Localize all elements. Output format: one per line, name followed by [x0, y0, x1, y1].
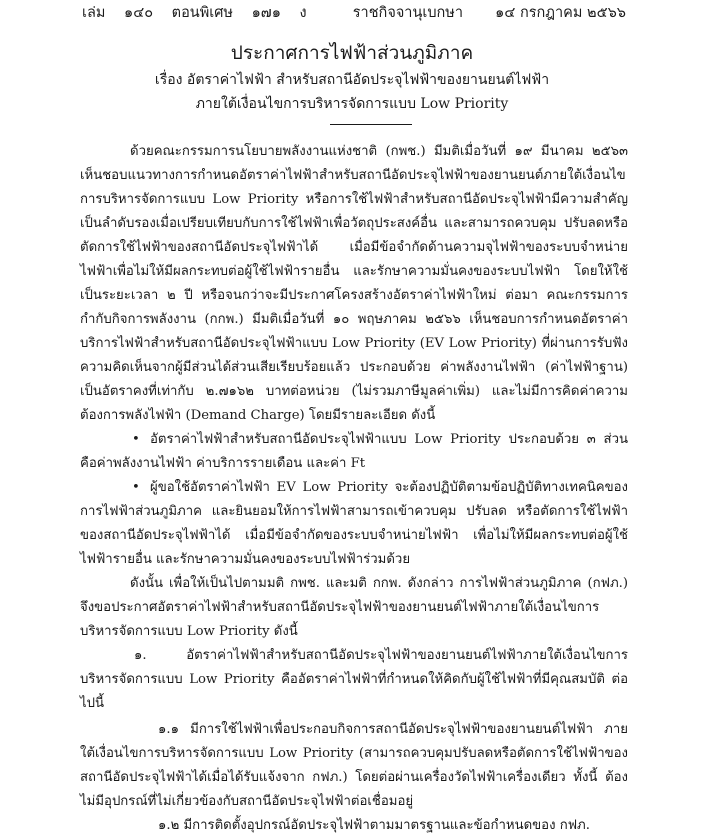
bullet-item-1 [80, 428, 628, 476]
subject-line-1: เรื่อง อัตราค่าไฟฟ้า สำหรับสถานีอัดประจุไฟฟ้าของยานยนต์ไฟฟ้า [154, 72, 550, 88]
clause-1: ๑. อัตราค่าไฟฟ้าสำหรับสถานีอัดประจุไฟฟ้าของยานยนต์ไฟฟ้าภายใต้เงื่อนไขการบริหารจัดการแบบ Low Priority คืออัตราค่าไฟฟ้าที่กำหนดให้คิดกับผู้ใช้ไฟฟ้าที่มีคุณสมบัติ ต่อไปนี้ [80, 648, 628, 711]
therefore-paragraph: ดังนั้น เพื่อให้เป็นไปตามมติ กพช. และมติ กกพ. ดังกล่าว การไฟฟ้าส่วนภูมิภาค (กฟภ.) จึงขอประกาศอัตราค่าไฟฟ้าสำหรับสถานีอัดประจุไฟฟ้าของยานยนต์ไฟฟ้าภายใต้เงื่อนไขการบริหารจัดการแบบ Low Priority ดังนี้ [80, 576, 628, 639]
intro-paragraph: ด้วยคณะกรรมการนโยบายพลังงานแห่งชาติ (กพช.) มีมติเมื่อวันที่ ๑๙ มีนาคม ๒๕๖๓ เห็นชอบแนวทางการกำหนดอัตราค่าไฟฟ้าสำหรับสถานีอัดประจุไฟฟ้าของยานยนต์ภายใต้เงื่อนไขการบริหารจัดการแบบ Low Priority หรือการใช้ไฟฟ้าสำหรับสถานีอัดประจุไฟฟ้ามีความสำคัญเป็นลำดับรองเมื่อเปรียบเทียบกับการใช้ไฟฟ้าเพื่อวัตถุประสงค์อื่น และสามารถควบคุม ปรับลดหรือตัดการใช้ไฟฟ้าของสถานีอัดประจุไฟฟ้าได้ เมื่อมีข้อจำกัดด้านความจุไฟฟ้าของระบบจำหน่ายไฟฟ้าเพื่อไม่ให้มีผลกระทบต่อผู้ใช้ไฟฟ้ารายอื่น และรักษาความมั่นคงของระบบไฟฟ้า โดยให้ใช้เป็นระยะเวลา ๒ ปี หรือจนกว่าจะมีประกาศโครงสร้างอัตราค่าไฟฟ้าใหม่ ต่อมา คณะกรรมการกำกับกิจการพลังงาน (กกพ.) มีมติเมื่อวันที่ ๑๐ พฤษภาคม ๒๕๖๖ เห็นชอบการกำหนดอัตราค่าบริการไฟฟ้าสำหรับสถานีอัดประจุไฟฟ้าแบบ Low Priority (EV Low Priority) ที่ผ่านการรับฟังความคิดเห็นจากผู้มีส่วนได้ส่วนเสียเรียบร้อยแล้ว ประกอบด้วย ค่าพลังงานไฟฟ้า (ค่าไฟฟ้าฐาน) เป็นอัตราคงที่เท่ากับ ๒.๗๑๖๒ บาทต่อหน่วย (ไม่รวมภาษีมูลค่าเพิ่ม) และไม่มีการคิดค่าความต้องการพลังไฟฟ้า (Demand Charge) โดยมีรายละเอียด ดังนี้ [80, 144, 628, 423]
section-code: ง [299, 5, 307, 21]
bullet-item-2 [80, 476, 628, 572]
running-header [82, 2, 626, 24]
publication-date: ๑๔ กรกฎาคม ๒๕๖๖ [495, 5, 626, 21]
volume-number: ๑๔๐ [124, 5, 154, 21]
subject-line-2: ภายใต้เงื่อนไขการบริหารจัดการแบบ Low Priority [195, 96, 509, 112]
bullet-icon: • [132, 480, 140, 495]
gazette-issue-info [82, 2, 321, 24]
title-divider [330, 124, 412, 125]
volume-label: เล่ม [82, 5, 106, 21]
bullet-item-2-text: ผู้ขอใช้อัตราค่าไฟฟ้า EV Low Priority จะต้องปฏิบัติตามข้อปฏิบัติทางเทคนิคของการไฟฟ้าส่วนภูมิภาค และยินยอมให้การไฟฟ้าสามารถเข้าควบคุม ปรับลด หรือตัดการใช้ไฟฟ้าของสถานีอัดประจุไฟฟ้าได้ เมื่อมีข้อจำกัดของระบบจำหน่ายไฟฟ้า เพื่อไม่ให้มีผลกระทบต่อผู้ใช้ไฟฟ้ารายอื่น และรักษาความมั่นคงของระบบไฟฟ้าร่วมด้วย [80, 480, 628, 567]
section-number: ๑๗๑ [251, 5, 281, 21]
bullet-item-1-text: อัตราค่าไฟฟ้าสำหรับสถานีอัดประจุไฟฟ้าแบบ Low Priority ประกอบด้วย ๓ ส่วน คือค่าพลังงานไฟฟ้า ค่าบริการรายเดือน และค่า Ft [80, 432, 628, 471]
publication-name: ราชกิจจานุเบกษา [352, 5, 464, 21]
announcement-title: ประกาศการไฟฟ้าส่วนภูมิภาค [230, 42, 474, 64]
announcement-subject [0, 68, 704, 116]
clause-1-1: ๑.๑ มีการใช้ไฟฟ้าเพื่อประกอบกิจการสถานีอัดประจุไฟฟ้าของยานยนต์ไฟฟ้า ภายใต้เงื่อนไขการบริหารจัดการแบบ Low Priority (สามารถควบคุมปรับลดหรือตัดการใช้ไฟฟ้าของสถานีอัดประจุไฟฟ้าได้เมื่อได้รับแจ้งจาก กฟภ.) โดยต่อผ่านเครื่องวัดไฟฟ้าเครื่องเดียว ทั้งนี้ ต้องไม่มีอุปกรณ์ที่ไม่เกี่ยวข้องกับสถานีอัดประจุไฟฟ้าต่อเชื่อมอยู่ [80, 722, 628, 809]
bullet-icon: • [132, 432, 140, 447]
announcement-body [80, 140, 628, 838]
section-label: ตอนพิเศษ [171, 5, 233, 21]
clause-1-2: ๑.๒ มีการติดตั้งอุปกรณ์อัดประจุไฟฟ้าตามมาตรฐานและข้อกำหนดของ กฟภ. [158, 818, 590, 833]
